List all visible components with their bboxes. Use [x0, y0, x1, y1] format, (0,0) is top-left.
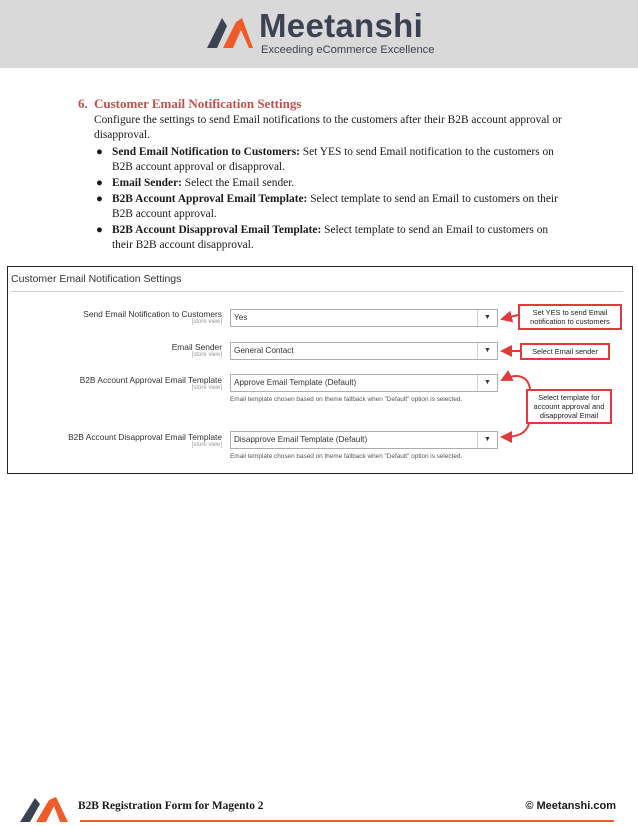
- bullet-item: [94, 176, 568, 191]
- bullet-text: Select the Email sender.: [181, 177, 295, 189]
- section-title: Customer Email Notification Settings: [94, 96, 302, 111]
- section-heading: [78, 96, 568, 112]
- section-intro: Configure the settings to send Email notifications to the customers after their B2B account approval or disapproval.: [94, 114, 562, 141]
- settings-section: [78, 96, 568, 254]
- bullet-list: [94, 145, 568, 253]
- select-value: Approve Email Template (Default): [234, 378, 357, 387]
- select-value: Yes: [234, 313, 248, 322]
- bullet-term: Send Email Notification to Customers:: [112, 146, 300, 158]
- callout-arrows: [8, 267, 634, 475]
- bullet-item: [94, 145, 568, 175]
- chevron-down-icon[interactable]: ▼: [477, 375, 497, 391]
- field-scope: [store view]: [191, 442, 222, 448]
- disapproval-template-note: Email template chosen based on theme fallback when "Default" option is selected.: [230, 453, 463, 460]
- callout-arrow: [502, 315, 518, 319]
- bullet-text: Set YES to send Email notification to the customers on B2B account approval or disapproval.: [112, 146, 554, 173]
- meetanshi-footer-logo-icon: [20, 796, 68, 822]
- callout-template: Select template for account approval and disapproval Email: [526, 389, 612, 424]
- brand-tagline: Exceeding eCommerce Excellence: [261, 44, 435, 56]
- footer-divider: [80, 820, 614, 822]
- meetanshi-logo-icon: [205, 14, 253, 50]
- brand-logo: [205, 7, 445, 58]
- bullet-term: B2B Account Approval Email Template:: [112, 193, 308, 205]
- field-label-send-notification: Send Email Notification to Customers: [83, 309, 222, 319]
- brand-name: Meetanshi: [259, 7, 424, 44]
- bullet-dot-icon: ●: [96, 224, 103, 236]
- field-scope: [store view]: [191, 319, 222, 325]
- footer-copyright: © Meetanshi.com: [525, 800, 616, 812]
- approval-template-note: Email template chosen based on theme fallback when "Default" option is selected.: [230, 396, 463, 403]
- footer-document-title: B2B Registration Form for Magento 2: [78, 800, 264, 812]
- bullet-dot-icon: ●: [96, 146, 103, 158]
- bullet-dot-icon: ●: [96, 177, 103, 189]
- page-header: [0, 0, 638, 68]
- field-label-email-sender: Email Sender: [171, 342, 222, 352]
- field-label-disapproval-template: B2B Account Disapproval Email Template: [68, 432, 222, 442]
- callout-arrow: [502, 376, 530, 389]
- bullet-dot-icon: ●: [96, 193, 103, 205]
- field-scope: [store view]: [191, 385, 222, 391]
- bullet-item: [94, 192, 568, 222]
- settings-screenshot: [7, 266, 633, 474]
- select-value: Disapprove Email Template (Default): [234, 435, 368, 444]
- chevron-down-icon[interactable]: ▼: [477, 343, 497, 359]
- bullet-text: Select template to send an Email to customers on their B2B account disapproval.: [112, 224, 549, 251]
- field-label-approval-template: B2B Account Approval Email Template: [79, 375, 222, 385]
- chevron-down-icon[interactable]: ▼: [477, 432, 497, 448]
- select-value: General Contact: [234, 346, 294, 355]
- callout-send-yes: Set YES to send Email notification to customers: [518, 304, 622, 330]
- bullet-item: [94, 223, 568, 253]
- callout-email-sender: Select Email sender: [520, 343, 610, 360]
- bullet-text: Select template to send an Email to customers on their B2B account approval.: [112, 193, 558, 220]
- chevron-down-icon[interactable]: ▼: [477, 310, 497, 326]
- bullet-term: Email Sender:: [112, 177, 182, 189]
- field-scope: [store view]: [191, 352, 222, 358]
- section-number: 6.: [78, 96, 88, 111]
- screenshot-title: Customer Email Notification Settings: [11, 273, 182, 285]
- bullet-term: B2B Account Disapproval Email Template:: [112, 224, 322, 236]
